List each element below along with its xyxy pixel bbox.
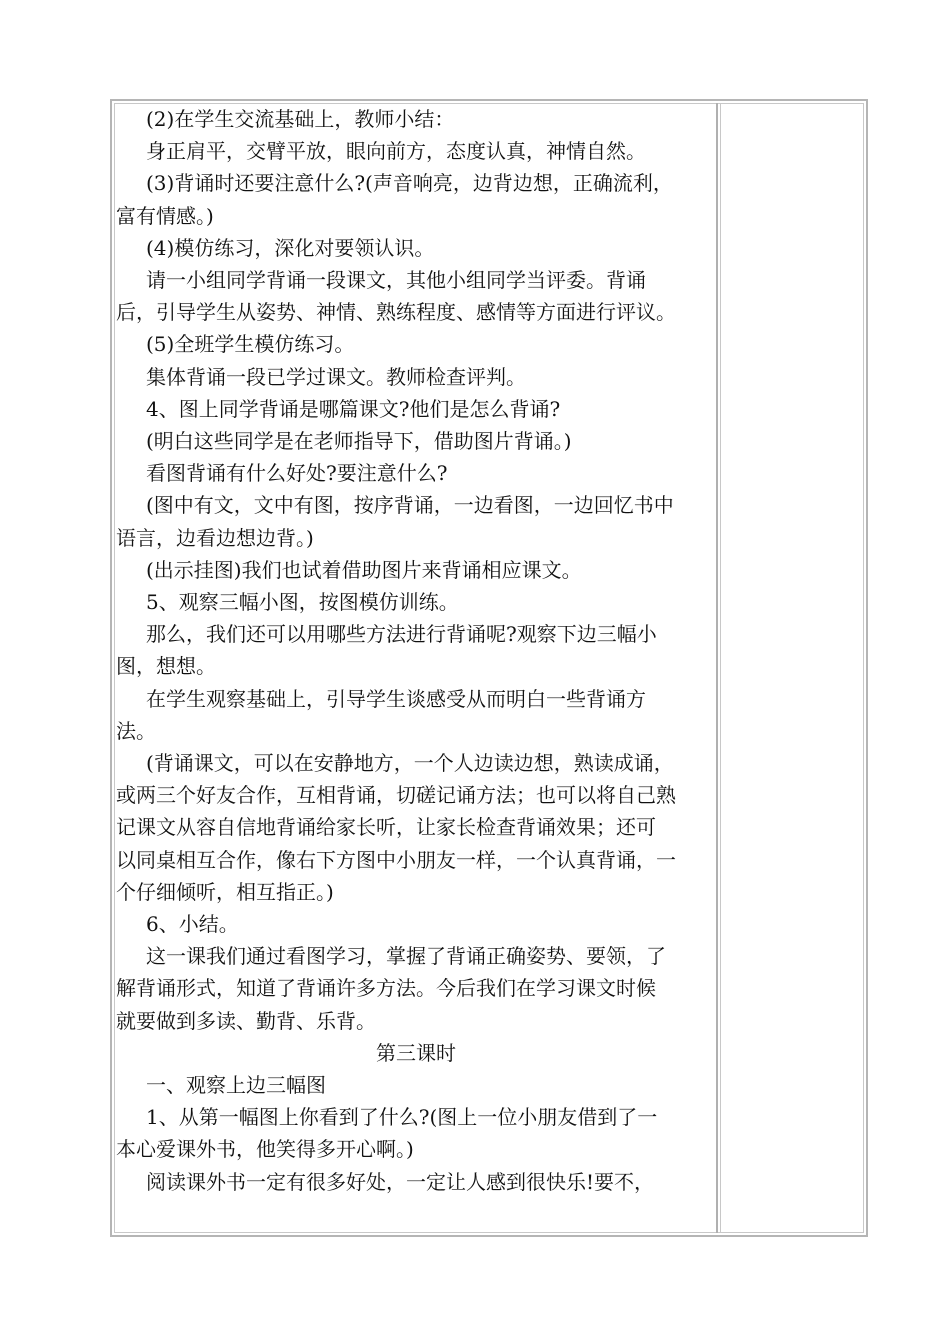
text-line: (明白这些同学是在老师指导下，借助图片背诵。): [146, 429, 572, 453]
text-line: 语言，边看边想边背。): [116, 525, 314, 550]
text-line: (图中有文，文中有图，按序背诵，一边看图，一边回忆书中: [146, 493, 674, 518]
text-line: 就要做到多读、勤背、乐背。: [116, 1008, 376, 1033]
text-line: (5)全班学生模仿练习。: [146, 332, 355, 357]
text-line: 5、观察三幅小图，按图模仿训练。: [146, 590, 459, 614]
text-line: 法。: [116, 718, 156, 743]
text-line: 图，想想。: [116, 654, 216, 679]
text-line: (背诵课文，可以在安静地方，一个人边读边想，熟读成诵，: [146, 751, 674, 775]
text-line: 记课文从容自信地背诵给家长听，让家长检查背诵效果；还可: [116, 815, 656, 840]
text-line: 看图背诵有什么好处?要注意什么?: [146, 461, 448, 486]
text-line: 或两三个好友合作，互相背诵，切磋记诵方法；也可以将自己熟: [116, 783, 676, 808]
text-line: 4、图上同学背诵是哪篇课文?他们是怎么背诵?: [146, 396, 561, 421]
text-line: (出示挂图)我们也试着借助图片来背诵相应课文。: [146, 557, 582, 582]
text-line: 后，引导学生从姿势、神情、熟练程度、感情等方面进行评议。: [116, 300, 676, 325]
column-divider-inner: [720, 103, 721, 1233]
text-line: 在学生观察基础上，引导学生谈感受从而明白一些背诵方: [146, 686, 646, 711]
text-line: 身正肩平，交臂平放，眼向前方，态度认真，神情自然。: [146, 139, 646, 164]
text-line: 以同桌相互合作，像右下方图中小朋友一样，一个认真背诵，一: [116, 847, 676, 872]
text-line: (2)在学生交流基础上，教师小结：: [146, 107, 455, 131]
text-line: 富有情感。): [116, 203, 214, 228]
text-line: 这一课我们通过看图学习，掌握了背诵正确姿势、要领，了: [146, 944, 666, 969]
text-line: 本心爱课外书，他笑得多开心啊。): [116, 1137, 414, 1162]
text-line: 解背诵形式，知道了背诵许多方法。今后我们在学习课文时候: [116, 976, 656, 1001]
text-line: 1、从第一幅图上你看到了什么?(图上一位小朋友借到了一: [146, 1105, 658, 1130]
text-line: 那么，我们还可以用哪些方法进行背诵呢?观察下边三幅小: [146, 622, 657, 647]
text-line: (3)背诵时还要注意什么?(声音响亮，边背边想，正确流利，: [146, 171, 673, 196]
text-line: 请一小组同学背诵一段课文，其他小组同学当评委。背诵: [146, 268, 646, 292]
section-heading: 第三课时: [376, 1040, 456, 1065]
text-line: 6、小结。: [146, 912, 239, 936]
column-divider: [716, 103, 718, 1233]
text-line: 集体背诵一段已学过课文。教师检查评判。: [146, 364, 526, 389]
text-line: 个仔细倾听，相互指正。): [116, 879, 334, 904]
text-line: (4)模仿练习，深化对要领认识。: [146, 235, 435, 260]
text-line: 一、观察上边三幅图: [146, 1073, 326, 1097]
text-line: 阅读课外书一定有很多好处，一定让人感到很快乐!要不，: [146, 1169, 655, 1194]
